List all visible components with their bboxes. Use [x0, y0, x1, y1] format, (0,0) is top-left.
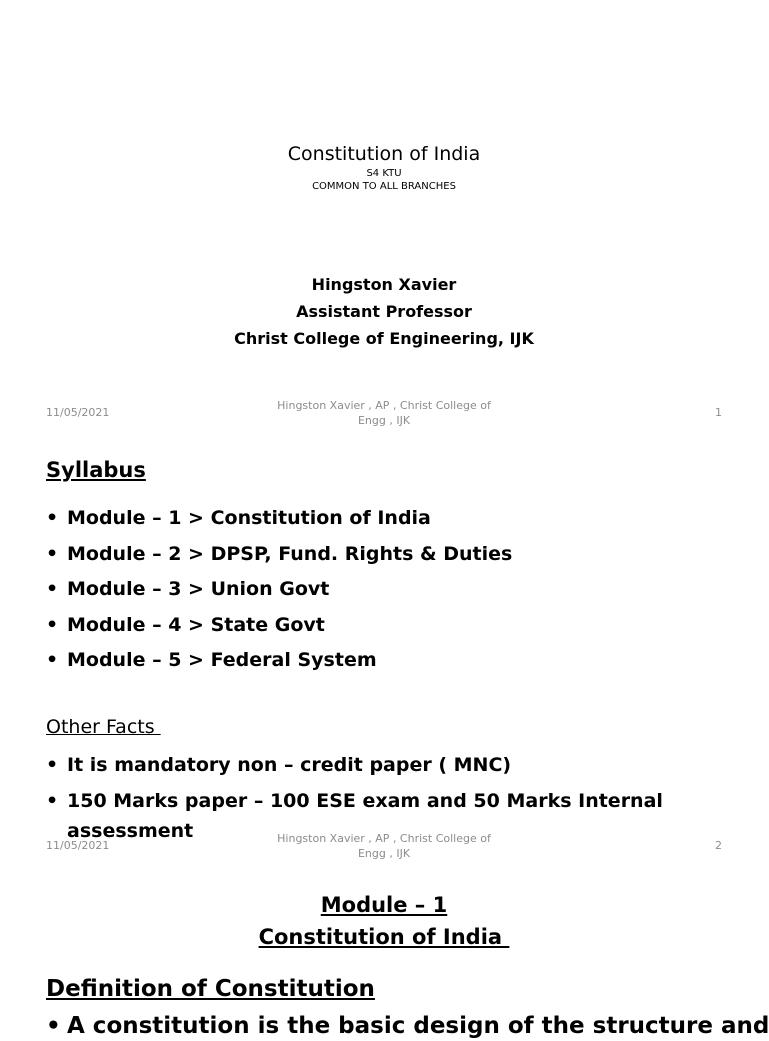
module-item: • Module – 3 > Union Govt [46, 572, 726, 608]
slide-2-footer-author-line2: Engg , IJK [357, 847, 411, 860]
slide-1-subtitle-branches: COMMON TO ALL BRANCHES [312, 181, 456, 192]
slide-2-page-number: 2 [715, 839, 722, 852]
slide-2-footer-date: 11/05/2021 [46, 839, 110, 852]
slide-1-footer-author-line1: Hingston Xavier , AP , Christ College of [277, 399, 491, 412]
slide-1 [0, 0, 768, 432]
slide-2-footer-author-line1: Hingston Xavier , AP , Christ College of [277, 832, 491, 845]
module-item: • Module – 5 > Federal System [46, 643, 726, 679]
slide-1-subtitle-ktu: S4 KTU [366, 168, 402, 179]
slide-2-footer-author [264, 831, 504, 861]
slide-1-footer-date: 11/05/2021 [46, 406, 110, 419]
slide-1-footer-author [264, 398, 504, 428]
definition-heading: Definition of Constitution [46, 976, 375, 1002]
fact-item: • 150 Marks paper – 100 ESE exam and 50 Marks Internal assessment [46, 786, 666, 846]
module-item: • Module – 2 > DPSP, Fund. Rights & Duties [46, 537, 726, 573]
author-role: Assistant Professor [296, 302, 472, 321]
slide-2 [0, 432, 768, 864]
slide-1-title: Constitution of India [287, 143, 481, 165]
module-item: • Module – 1 > Constitution of India [46, 501, 726, 537]
slide-3 [0, 864, 769, 1039]
slide-1-footer-author-line2: Engg , IJK [357, 414, 411, 427]
module-list [46, 501, 726, 679]
fact-item: • It is mandatory non – credit paper ( MNC) [46, 750, 666, 780]
definition-list [46, 1011, 769, 1041]
slide-3-title-constitution: Constitution of India [258, 925, 510, 949]
author-name: Hingston Xavier [311, 275, 457, 294]
syllabus-heading: Syllabus [46, 458, 146, 482]
slide-1-page-number: 1 [715, 406, 722, 419]
module-item: • Module – 4 > State Govt [46, 608, 726, 644]
definition-item: • A constitution is the basic design of the structure and [46, 1011, 766, 1041]
author-org: Christ College of Engineering, IJK [234, 329, 534, 348]
other-facts-heading: Other Facts [46, 716, 161, 738]
slide-3-title-module: Module – 1 [320, 893, 448, 917]
